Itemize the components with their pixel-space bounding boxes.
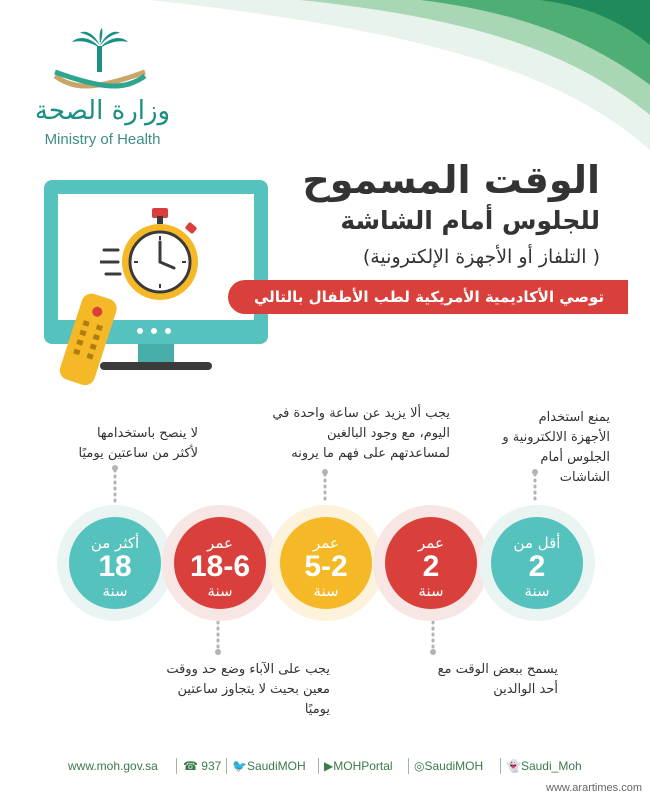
banner-text: توصي الأكاديمية الأمريكية لطب الأطفال بالتالي — [253, 288, 605, 306]
age-label-2: عمر 2 سنة — [418, 534, 444, 600]
note-age-2-to-5: يجب ألا يزيد عن ساعة واحدة في اليوم، مع وجود البالغين لمساعدتهم على فهم ما يرونه — [272, 406, 450, 461]
title-line-2: للجلوس أمام الشاشة — [340, 206, 600, 235]
watermark-text: www.arartimes.com — [546, 782, 642, 794]
moh-logo-icon — [50, 28, 150, 98]
age-label-6-to-18: عمر 18-6 سنة — [189, 534, 251, 600]
youtube-icon: ▶ — [324, 759, 334, 773]
footer-twitter[interactable]: 🐦SaudiMOH — [232, 759, 306, 773]
title-line-1: الوقت المسموح — [302, 158, 600, 202]
footer-website-link[interactable]: www.moh.gov.sa — [68, 759, 158, 773]
snapchat-icon: 👻 — [506, 759, 521, 773]
age-label-2-to-5: عمر 5-2 سنة — [304, 534, 348, 600]
note-over-18: لا ينصح باستخدامها لأكثر من ساعتين يوميًا — [78, 426, 198, 461]
footer-contact-bar — [0, 754, 650, 778]
note-age-6-to-18: يجب على الآباء وضع حد ووقت معين بحيث لا يتجاوز ساعتين يوميًا — [166, 662, 330, 717]
age-label-over-18: أكثر من 18 سنة — [90, 534, 140, 600]
remote-control-icon — [52, 290, 122, 390]
logo-english-text: Ministry of Health — [44, 131, 161, 148]
footer-snapchat[interactable]: 👻Saudi_Moh — [506, 759, 582, 773]
note-age-2: يسمح ببعض الوقت مع أحد الوالدين — [437, 662, 558, 697]
footer-instagram[interactable]: ◎SaudiMOH — [414, 759, 484, 773]
title-line-3: ( التلفاز أو الأجهزة الإلكترونية) — [362, 246, 600, 268]
twitter-icon: 🐦 — [232, 759, 247, 773]
phone-icon: ☎ — [183, 759, 198, 773]
footer-youtube[interactable]: ▶MOHPortal — [324, 759, 393, 773]
note-under-2: يمنع استخدام الأجهزة الالكترونية و الجلوس أمام الشاشات — [502, 410, 610, 485]
age-label-under-2: أقل من 2 سنة — [513, 534, 561, 600]
logo-arabic-text: وزارة الصحة — [34, 96, 171, 126]
instagram-icon: ◎ — [414, 759, 425, 773]
footer-phone[interactable]: ☎ 937 — [183, 759, 222, 773]
